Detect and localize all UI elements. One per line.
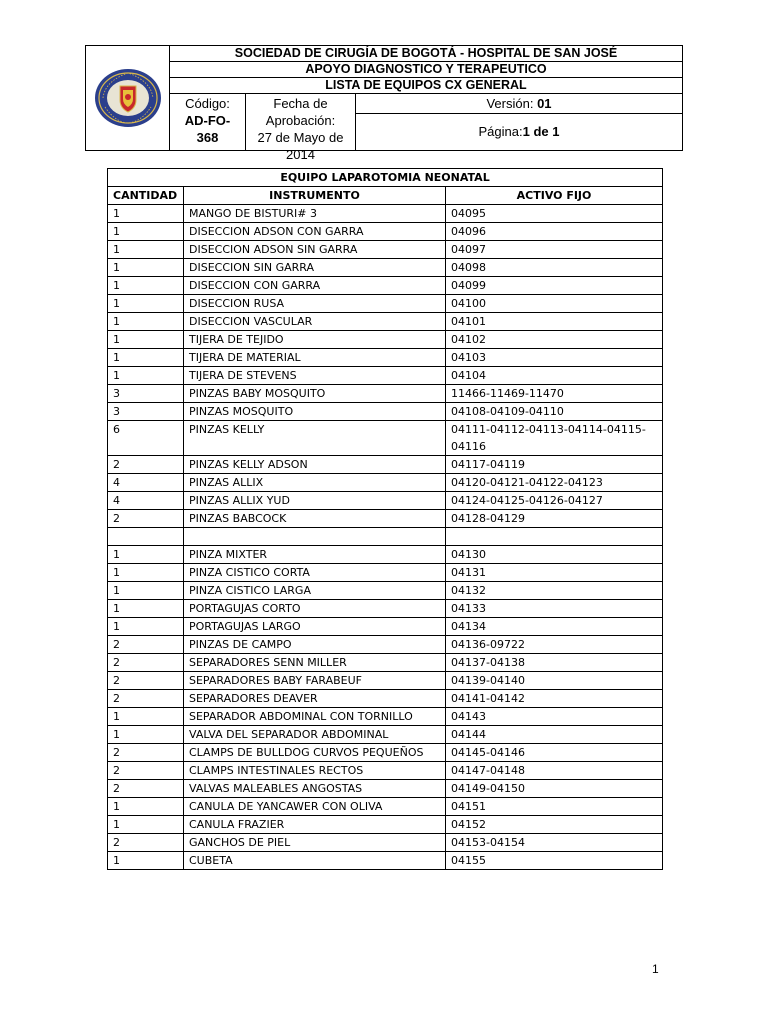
- fecha-value: 27 de Mayo de 2014: [257, 130, 344, 162]
- activo-fijo-cell: 04104: [446, 367, 663, 385]
- activo-fijo-cell: 04141-04142: [446, 690, 663, 708]
- cantidad-cell: 1: [108, 564, 184, 582]
- activo-fijo-cell: 04134: [446, 618, 663, 636]
- cantidad-cell: 1: [108, 708, 184, 726]
- cantidad-cell: 1: [108, 798, 184, 816]
- instrumento-cell: DISECCION VASCULAR: [184, 313, 446, 331]
- instrumento-cell: PINZAS DE CAMPO: [184, 636, 446, 654]
- cantidad-cell: 1: [108, 223, 184, 241]
- activo-fijo-cell: 04155: [446, 852, 663, 870]
- activo-fijo-cell: 04144: [446, 726, 663, 744]
- document-header: [85, 45, 683, 162]
- cantidad-cell: 1: [108, 546, 184, 564]
- instrumento-cell: PINZA CISTICO LARGA: [184, 582, 446, 600]
- fecha-label-line2: Aprobación:: [265, 113, 336, 128]
- instrumento-cell: DISECCION ADSON SIN GARRA: [184, 241, 446, 259]
- pagina-value: 1 de 1: [522, 124, 560, 139]
- instrumento-cell: TIJERA DE STEVENS: [184, 367, 446, 385]
- table-title-row: [108, 169, 663, 187]
- cantidad-cell: 3: [108, 403, 184, 421]
- instrumento-cell: MANGO DE BISTURI# 3: [184, 205, 446, 223]
- activo-fijo-cell: 04130: [446, 546, 663, 564]
- table-row: [108, 834, 663, 852]
- cantidad-cell: 6: [108, 421, 184, 456]
- instrumento-cell: VALVA DEL SEPARADOR ABDOMINAL: [184, 726, 446, 744]
- table-row: [108, 708, 663, 726]
- cantidad-cell: 2: [108, 654, 184, 672]
- table-row: [108, 816, 663, 834]
- activo-fijo-cell: 04097: [446, 241, 663, 259]
- activo-fijo-cell: 04139-04140: [446, 672, 663, 690]
- instrumento-cell: DISECCION CON GARRA: [184, 277, 446, 295]
- version-label: Versión:: [486, 96, 538, 111]
- header-meta: [170, 94, 682, 162]
- cantidad-cell: 1: [108, 618, 184, 636]
- activo-fijo-cell: 04108-04109-04110: [446, 403, 663, 421]
- version-cell: [356, 94, 682, 114]
- pagina-cell: [356, 114, 682, 150]
- cantidad-cell: 4: [108, 474, 184, 492]
- instrumento-cell: SEPARADORES DEAVER: [184, 690, 446, 708]
- table-row: [108, 798, 663, 816]
- codigo-label: Código:: [185, 96, 230, 111]
- activo-fijo-cell: 04153-04154: [446, 834, 663, 852]
- table-row: [108, 241, 663, 259]
- cantidad-cell: 2: [108, 762, 184, 780]
- instrumento-cell: PINZAS KELLY ADSON: [184, 456, 446, 474]
- table-title: EQUIPO LAPAROTOMIA NEONATAL: [108, 169, 663, 187]
- instrumento-cell: CLAMPS DE BULLDOG CURVOS PEQUEÑOS: [184, 744, 446, 762]
- table-row: [108, 492, 663, 510]
- activo-fijo-cell: 04131: [446, 564, 663, 582]
- table-row: [108, 205, 663, 223]
- instrumento-cell: TIJERA DE TEJIDO: [184, 331, 446, 349]
- table-row: [108, 852, 663, 870]
- cantidad-cell: 1: [108, 331, 184, 349]
- table-row: [108, 295, 663, 313]
- table-row: [108, 528, 663, 546]
- cantidad-cell: 2: [108, 510, 184, 528]
- instrumento-cell: DISECCION ADSON CON GARRA: [184, 223, 446, 241]
- cantidad-cell: 1: [108, 295, 184, 313]
- table-row: [108, 582, 663, 600]
- table-row: [108, 690, 663, 708]
- activo-fijo-cell: 04151: [446, 798, 663, 816]
- table-row: [108, 403, 663, 421]
- instrumento-cell: DISECCION SIN GARRA: [184, 259, 446, 277]
- cantidad-cell: 2: [108, 456, 184, 474]
- table-row: [108, 223, 663, 241]
- cantidad-cell: 1: [108, 205, 184, 223]
- table-row: [108, 385, 663, 403]
- cantidad-cell: 2: [108, 690, 184, 708]
- instrumento-cell: PINZAS MOSQUITO: [184, 403, 446, 421]
- activo-fijo-cell: 04124-04125-04126-04127: [446, 492, 663, 510]
- table-body: [108, 205, 663, 870]
- activo-fijo-cell: 04137-04138: [446, 654, 663, 672]
- instrumento-cell: SEPARADORES BABY FARABEUF: [184, 672, 446, 690]
- instrumento-cell: PORTAGUJAS CORTO: [184, 600, 446, 618]
- cantidad-cell: 2: [108, 834, 184, 852]
- instrumento-cell: PINZAS BABCOCK: [184, 510, 446, 528]
- table-row: [108, 564, 663, 582]
- table-row: [108, 546, 663, 564]
- table-row: [108, 510, 663, 528]
- activo-fijo-cell: 04102: [446, 331, 663, 349]
- instrumento-cell: PINZA MIXTER: [184, 546, 446, 564]
- cantidad-cell: 2: [108, 672, 184, 690]
- activo-fijo-cell: 04152: [446, 816, 663, 834]
- activo-fijo-cell: 04103: [446, 349, 663, 367]
- activo-fijo-cell: 04100: [446, 295, 663, 313]
- table-row: [108, 672, 663, 690]
- instrumento-cell: CLAMPS INTESTINALES RECTOS: [184, 762, 446, 780]
- table-row: [108, 600, 663, 618]
- activo-fijo-cell: 04111-04112-04113-04114-04115-04116: [446, 421, 663, 456]
- institution-title: SOCIEDAD DE CIRUGÍA DE BOGOTÁ - HOSPITAL DE SAN JOSÉ: [170, 46, 682, 62]
- instrumento-cell: CANULA FRAZIER: [184, 816, 446, 834]
- table-row: [108, 636, 663, 654]
- activo-fijo-cell: 04149-04150: [446, 780, 663, 798]
- activo-fijo-cell: 04133: [446, 600, 663, 618]
- instrumento-cell: PINZAS KELLY: [184, 421, 446, 456]
- document-title: LISTA DE EQUIPOS CX GENERAL: [170, 78, 682, 94]
- column-header-cantidad: CANTIDAD: [108, 187, 184, 205]
- activo-fijo-cell: 04143: [446, 708, 663, 726]
- instrumento-cell: GANCHOS DE PIEL: [184, 834, 446, 852]
- cantidad-cell: 2: [108, 744, 184, 762]
- codigo-value-line2: 368: [196, 130, 219, 145]
- cantidad-cell: 1: [108, 313, 184, 331]
- version-value: 01: [537, 96, 552, 111]
- activo-fijo-cell: 04147-04148: [446, 762, 663, 780]
- cantidad-cell: 2: [108, 636, 184, 654]
- equipment-table: [107, 168, 663, 870]
- department-title: APOYO DIAGNOSTICO Y TERAPEUTICO: [170, 62, 682, 78]
- instrumento-cell: DISECCION RUSA: [184, 295, 446, 313]
- table-row: [108, 762, 663, 780]
- table-row: [108, 421, 663, 456]
- instrumento-cell: PINZAS ALLIX: [184, 474, 446, 492]
- activo-fijo-cell: 04117-04119: [446, 456, 663, 474]
- table-row: [108, 654, 663, 672]
- activo-fijo-cell: 04096: [446, 223, 663, 241]
- column-header-instrumento: INSTRUMENTO: [184, 187, 446, 205]
- cantidad-cell: 1: [108, 582, 184, 600]
- cantidad-cell: 1: [108, 277, 184, 295]
- cantidad-cell: [108, 528, 184, 546]
- table-row: [108, 349, 663, 367]
- cantidad-cell: 2: [108, 780, 184, 798]
- cantidad-cell: 1: [108, 349, 184, 367]
- table-row: [108, 331, 663, 349]
- instrumento-cell: VALVAS MALEABLES ANGOSTAS: [184, 780, 446, 798]
- instrumento-cell: CANULA DE YANCAWER CON OLIVA: [184, 798, 446, 816]
- activo-fijo-cell: 04098: [446, 259, 663, 277]
- activo-fijo-cell: 04095: [446, 205, 663, 223]
- cantidad-cell: 1: [108, 600, 184, 618]
- table-row: [108, 277, 663, 295]
- instrumento-cell: PINZA CISTICO CORTA: [184, 564, 446, 582]
- activo-fijo-cell: 04132: [446, 582, 663, 600]
- instrumento-cell: PINZAS BABY MOSQUITO: [184, 385, 446, 403]
- table-row: [108, 618, 663, 636]
- cantidad-cell: 1: [108, 367, 184, 385]
- column-header-activo-fijo: ACTIVO FIJO: [446, 187, 663, 205]
- hospital-seal-logo: [93, 67, 163, 129]
- activo-fijo-cell: [446, 528, 663, 546]
- logo-cell: [86, 46, 170, 150]
- table-row: [108, 456, 663, 474]
- pagina-label: Página:: [478, 124, 523, 139]
- table-row: [108, 313, 663, 331]
- codigo-cell: [170, 94, 246, 150]
- activo-fijo-cell: 11466-11469-11470: [446, 385, 663, 403]
- table-row: [108, 474, 663, 492]
- cantidad-cell: 4: [108, 492, 184, 510]
- activo-fijo-cell: 04120-04121-04122-04123: [446, 474, 663, 492]
- cantidad-cell: 1: [108, 241, 184, 259]
- activo-fijo-cell: 04145-04146: [446, 744, 663, 762]
- table-header-row: [108, 187, 663, 205]
- instrumento-cell: PINZAS ALLIX YUD: [184, 492, 446, 510]
- activo-fijo-cell: 04099: [446, 277, 663, 295]
- instrumento-cell: [184, 528, 446, 546]
- cantidad-cell: 1: [108, 259, 184, 277]
- instrumento-cell: CUBETA: [184, 852, 446, 870]
- fecha-cell: [246, 94, 356, 162]
- table-row: [108, 367, 663, 385]
- activo-fijo-cell: 04136-09722: [446, 636, 663, 654]
- table-row: [108, 259, 663, 277]
- fecha-label-line1: Fecha de: [273, 96, 328, 111]
- activo-fijo-cell: 04128-04129: [446, 510, 663, 528]
- codigo-value-line1: AD-FO-: [184, 113, 231, 128]
- instrumento-cell: PORTAGUJAS LARGO: [184, 618, 446, 636]
- page-number: 1: [652, 962, 659, 976]
- instrumento-cell: SEPARADORES SENN MILLER: [184, 654, 446, 672]
- cantidad-cell: 1: [108, 816, 184, 834]
- table-row: [108, 744, 663, 762]
- instrumento-cell: SEPARADOR ABDOMINAL CON TORNILLO: [184, 708, 446, 726]
- cantidad-cell: 1: [108, 852, 184, 870]
- activo-fijo-cell: 04101: [446, 313, 663, 331]
- cantidad-cell: 3: [108, 385, 184, 403]
- cantidad-cell: 1: [108, 726, 184, 744]
- table-row: [108, 726, 663, 744]
- table-row: [108, 780, 663, 798]
- instrumento-cell: TIJERA DE MATERIAL: [184, 349, 446, 367]
